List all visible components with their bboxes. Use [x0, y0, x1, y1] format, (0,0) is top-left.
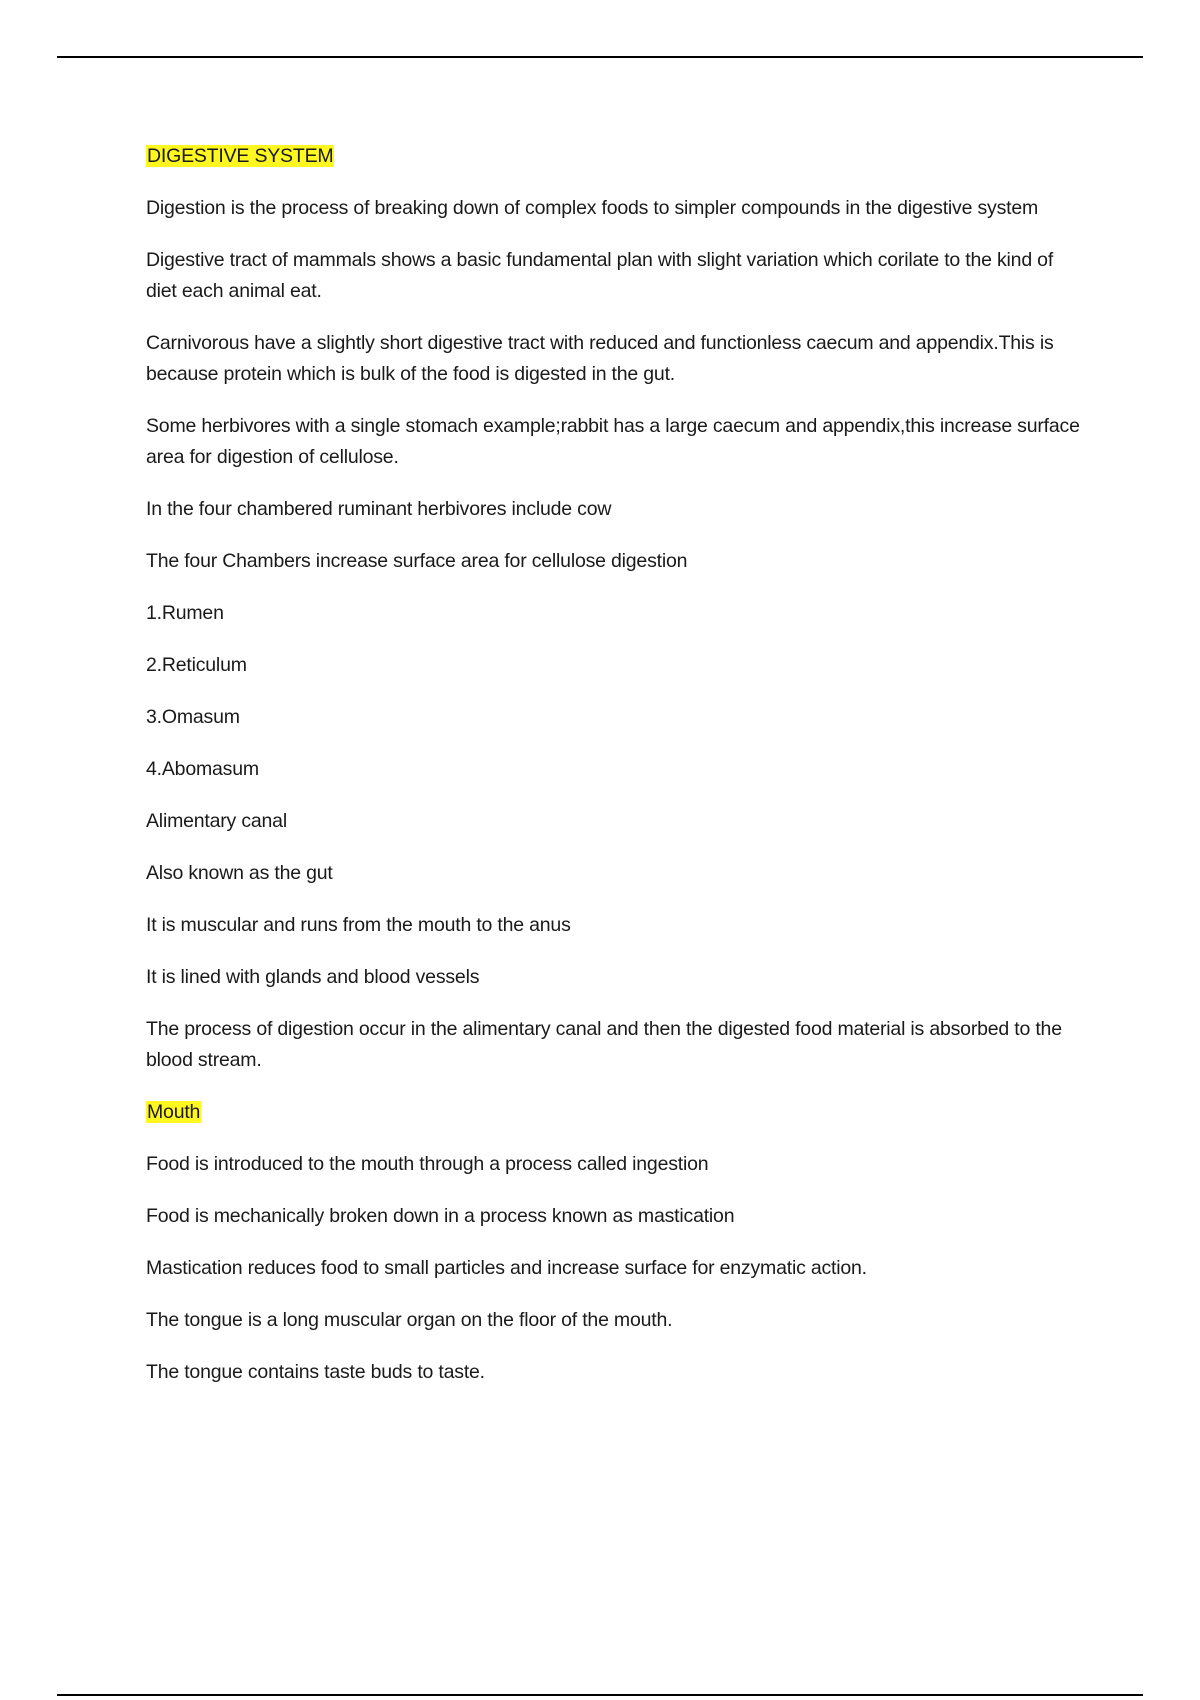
section-heading [146, 1097, 1086, 1128]
paragraph: Digestion is the process of breaking down of complex foods to simpler compounds in the digestive system [146, 197, 1039, 219]
chamber-item: 2.Reticulum [146, 654, 247, 676]
chamber-item: 4.Abomasum [146, 758, 259, 780]
highlighted-heading: Mouth [147, 1101, 201, 1123]
highlighted-heading: DIGESTIVE SYSTEM [147, 145, 334, 167]
paragraph: Carnivorous have a slightly short digestive tract with reduced and functionless caecum and appendix.This is because protein which is bulk of the food is digested in the gut. [146, 332, 1054, 385]
paragraph: It is muscular and runs from the mouth to the anus [146, 914, 571, 936]
header-rule [57, 56, 1143, 58]
paragraph: Food is mechanically broken down in a process known as mastication [146, 1205, 735, 1227]
footer-rule [57, 1694, 1143, 1696]
section-heading [146, 141, 1086, 172]
paragraph: Alimentary canal [146, 810, 287, 832]
paragraph: It is lined with glands and blood vessels [146, 966, 480, 988]
paragraph: Some herbivores with a single stomach example;rabbit has a large caecum and appendix,this increase surface area for digestion of cellulose. [146, 415, 1080, 468]
document-body [146, 141, 1086, 1409]
paragraph: The process of digestion occur in the alimentary canal and then the digested food material is absorbed to the blood stream. [146, 1018, 1062, 1071]
paragraph: In the four chambered ruminant herbivores include cow [146, 498, 612, 520]
chamber-item: 3.Omasum [146, 706, 240, 728]
paragraph: Digestive tract of mammals shows a basic fundamental plan with slight variation which corilate to the kind of diet each animal eat. [146, 249, 1054, 302]
paragraph: Also known as the gut [146, 862, 333, 884]
chamber-item: 1.Rumen [146, 602, 224, 624]
paragraph: Mastication reduces food to small particles and increase surface for enzymatic action. [146, 1257, 867, 1279]
paragraph: The tongue is a long muscular organ on the floor of the mouth. [146, 1309, 673, 1331]
paragraph: Food is introduced to the mouth through a process called ingestion [146, 1153, 709, 1175]
paragraph: The four Chambers increase surface area for cellulose digestion [146, 550, 688, 572]
paragraph: The tongue contains taste buds to taste. [146, 1361, 485, 1383]
